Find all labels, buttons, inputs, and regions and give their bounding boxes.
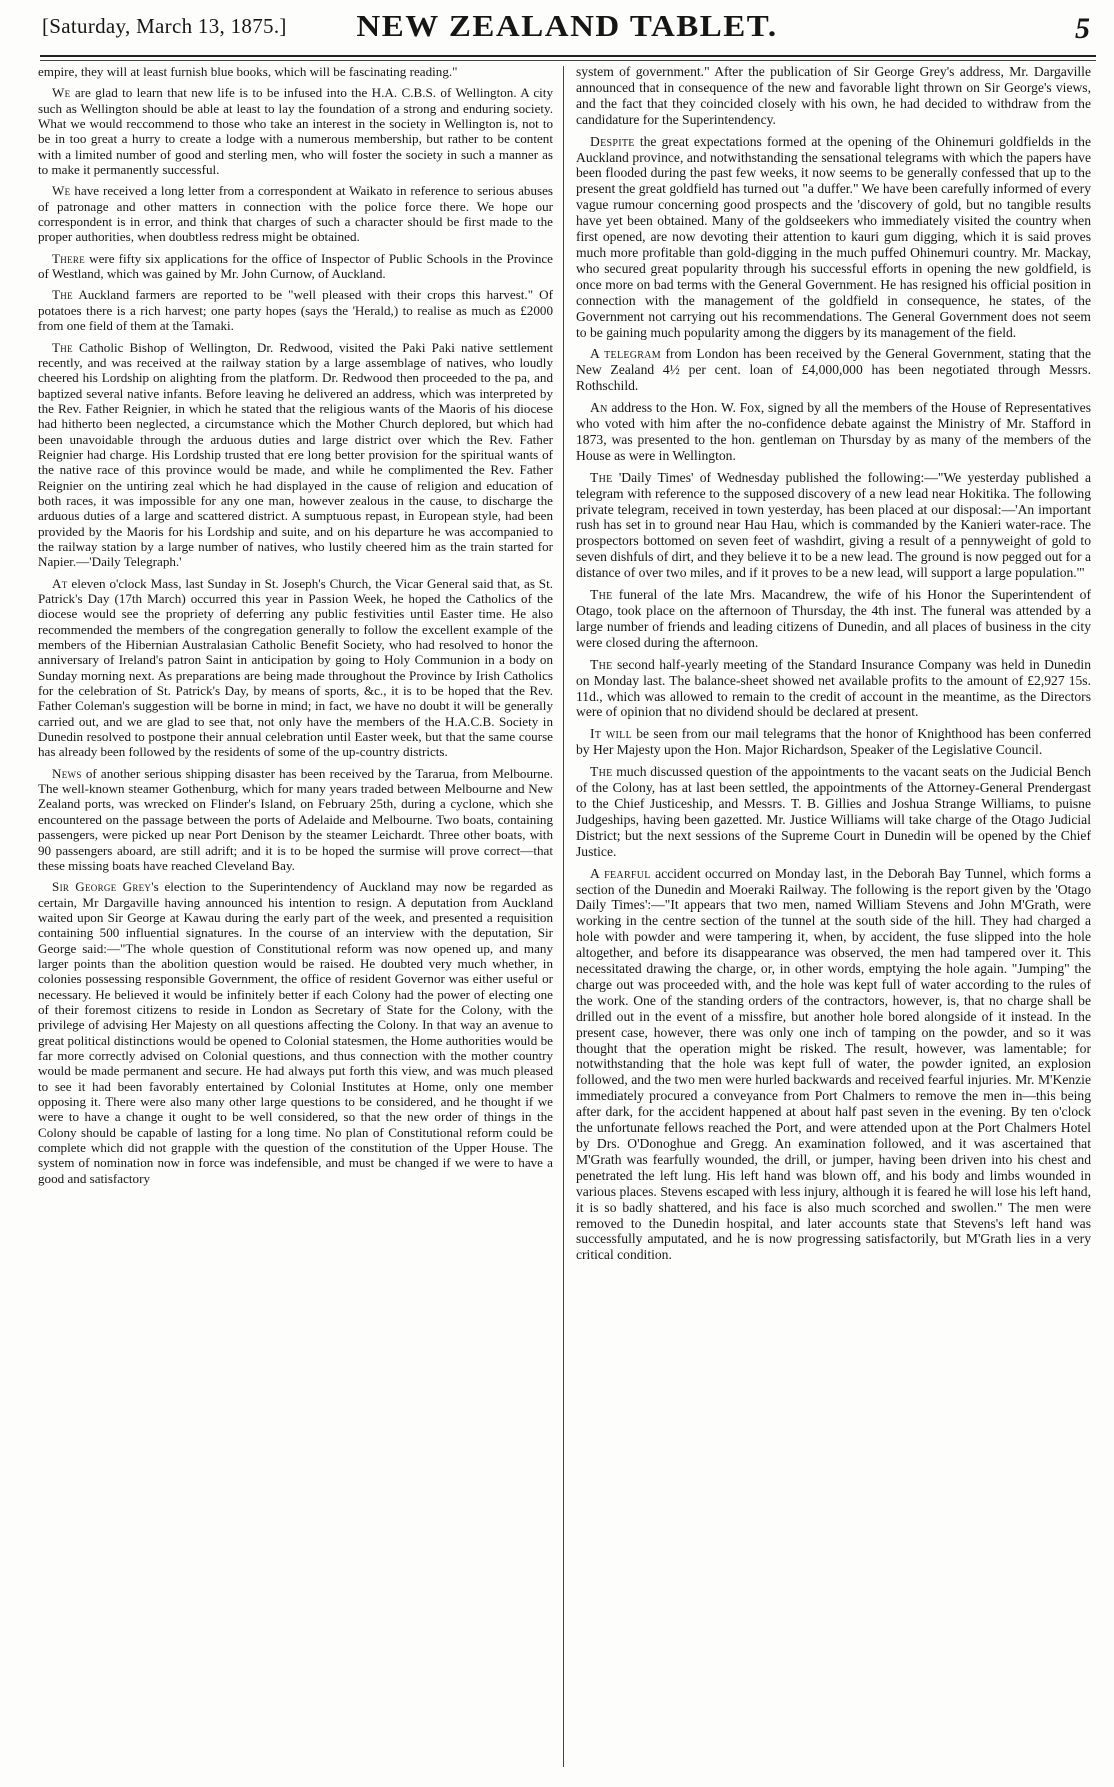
paragraph-lead-word: The bbox=[590, 656, 613, 672]
news-paragraph bbox=[576, 134, 1091, 341]
paragraph-lead-word: Sir George Grey bbox=[52, 879, 152, 895]
paragraph-text: funeral of the late Mrs. Macandrew, the wife of his Honor the Superintendent of Otago, took place on the afternoon of Thursday, the 4th inst. The funeral was attended by a large number of friends and leading citizens of Dunedin, and all places of business in the city were closed during the afternoon. bbox=[576, 587, 1091, 650]
paragraph-text: are glad to learn that new life is to be infused into the H.A. C.B.S. of Wellington. A city such as Wellington should be able at least to lay the foundation of a strong and enduring society. What we would reccommend to those who take an interest in the society in Wellington is, not to be in too great a hurry to create a lodge with a numerous membership, but rather to be content with a limited number of good and sterling men, who will foster the society in such a manner as to make it permanently successful. bbox=[38, 85, 553, 178]
paragraph-lead-word: We bbox=[52, 85, 71, 101]
paragraph-lead-word: An bbox=[590, 400, 608, 416]
news-paragraph bbox=[576, 764, 1091, 859]
news-paragraph bbox=[576, 400, 1091, 464]
issue-date: [Saturday, March 13, 1875.] bbox=[42, 14, 287, 38]
paragraph-text: system of government." After the publication of Sir George Grey's address, Mr. Dargaville announced that in consequence of the new and favorable light thrown on Sir George's views, and the fact that they coincided closely with his own, he had decided to withdraw from the candidature for the Superintendency. bbox=[576, 64, 1091, 127]
right-column bbox=[564, 64, 1091, 1767]
left-column bbox=[38, 64, 563, 1767]
news-paragraph bbox=[38, 64, 553, 79]
paragraph-text: 'Daily Times' of Wednesday published the following:—"We yesterday published a telegram with reference to the supposed discovery of a new lead near Hokitika. The following private telegram, received in town yesterday, has been placed at our disposal:—'An important rush has set in to ground near Hau Hau, which is commanded by the Kanieri water-race. The prospectors bottomed on seven feet of washdirt, giving a result of a pennyweight of gold to seven dishfuls of dirt, and they believe it to be a new lead. The ground is now pegged out for a distance of over two miles, and if it proves to be a new lead, will support a large population.'" bbox=[576, 469, 1091, 581]
paragraph-lead-word: A telegram bbox=[590, 346, 661, 362]
paragraph-lead-word: The bbox=[590, 469, 613, 485]
news-paragraph bbox=[576, 346, 1091, 394]
paragraph-text: be seen from our mail telegrams that the honor of Knighthood has been conferred by Her Majesty upon the Hon. Major Richardson, Speaker of the Legislative Council. bbox=[576, 726, 1091, 758]
paragraph-lead-word: The bbox=[52, 287, 73, 303]
newspaper-title: NEW ZEALAND TABLET. bbox=[356, 10, 778, 44]
paragraph-lead-word: At bbox=[52, 575, 68, 591]
news-paragraph bbox=[38, 287, 553, 333]
paragraph-lead-word: The bbox=[590, 587, 613, 603]
paragraph-text: were fifty six applications for the office of Inspector of Public Schools in the Province of Westland, which was gained by Mr. John Curnow, of Auckland. bbox=[38, 250, 553, 282]
paragraph-text: the great expectations formed at the opening of the Ohinemuri goldfields in the Auckland province, and notwithstanding the sensational telegrams with which the papers have been flooded during the past few weeks, it now seems to be generally confessed that up to the present the great goldfield has turned out "a duffer." We have been carefully informed of every vague rumour concerning good prospects and the 'discovery of gold, but no tangible results have yet been obtained. Many of the goldseekers who immediately visited the country when first opened, are now devoting their attention to kauri gum digging, which it is said proves much more profitable than gold-digging in the much puffed Ohinemuri country. Mr. Mackay, who secured great popularity through his successful efforts in opening the new goldfield, is once more on bad terms with the General Government. He has resigned his official position in connection with the management of the goldfield in consequence, he states, of the Government not carrying out his recommendations. The General Government does not seem to be gaining much popularity among the diggers by its management of the field. bbox=[576, 133, 1091, 340]
paragraph-lead-word: News bbox=[52, 765, 82, 781]
news-paragraph bbox=[38, 340, 553, 570]
news-paragraph bbox=[38, 879, 553, 1186]
masthead bbox=[38, 0, 1096, 62]
paragraph-lead-word: The bbox=[52, 339, 73, 355]
paragraph-lead-word: There bbox=[52, 250, 85, 266]
news-paragraph bbox=[38, 766, 553, 873]
paragraph-text: second half-yearly meeting of the Standard Insurance Company was held in Dunedin on Monday last. The balance-sheet showed net available profits to the amount of £2,927 15s. 11d., which was allowed to remain to the credit of account in the meantime, as the Directors were of opinion that no dividend should be declared at present. bbox=[576, 656, 1091, 720]
paragraph-lead-word: The bbox=[590, 764, 613, 780]
masthead-rule-thin bbox=[40, 60, 1096, 61]
article-columns bbox=[38, 64, 1096, 1767]
paragraph-text: Auckland farmers are reported to be "well pleased with their crops this harvest." Of potatoes there is a rich harvest; one party hopes (says the 'Herald,) to realise as much as £2000 from one field of them at the Tamaki. bbox=[38, 287, 553, 334]
paragraph-lead-word: Despite bbox=[590, 133, 635, 149]
news-paragraph bbox=[576, 657, 1091, 721]
news-paragraph bbox=[38, 85, 553, 177]
news-paragraph bbox=[38, 251, 553, 282]
news-paragraph bbox=[576, 726, 1091, 758]
paragraph-text: accident occurred on Monday last, in the Deborah Bay Tunnel, which forms a section of the Dunedin and Moeraki Railway. The following is the report given by the 'Otago Daily Times':—"It appears that two men, named William Stevens and John M'Grath, were working in the centre section of the tunnel at the south side of the hill. They had charged a hole with powder and were tampering it, when, by accident, the fuse slipped into the hole altogether, and before its disappearance was observed, the men had tampered over it. This necessitated drawing the charge, or, in other words, emptying the hole again. "Jumping" the charge out was proceeded with, and the hole was kept full of water according to the rules of the work. One of the standing orders of the contractors, however, is, that no charge shall be drilled out in the event of a missfire, but another hole bored alongside of it instead. In the present case, however, there was only one inch of tamping on the powder, and so it was thought that the operation might be risked. The result, however, was lamentable; for notwithstanding that the hole was kept full of water, the powder ignited, an explosion followed, and the two men were hurled backwards and received fearful injuries. Mr. M'Kenzie immediately procured a conveyance from Port Chalmers to remove the men in—this being after dark, for the accident happened at about half past seven in the evening. By ten o'clock the unfortunate fellows reached the Port, and were attended upon at the Port Chalmers Hotel by Drs. O'Donoghue and Gregg. An examination followed, and it was ascertained that M'Grath was fearfully wounded, the drill, or jumper, having been driven into his chest and penetrated the left lung. His left hand was blown off, and his body and limbs wounded in various places. Stevens escaped with less injury, although it is feared he will lose his left hand, it is so badly shattered, and his face is also much scorched and swollen." The men were removed to the Dunedin hospital, and later accounts state that Stevens's left hand was successfully amputated, and he is now progressing satisfactorily, but M'Grath lies in a very critical condition. bbox=[576, 865, 1091, 1263]
paragraph-text: much discussed question of the appointments to the vacant seats on the Judicial Bench of the Colony, has at last been settled, the appointments of the Attorney-General Prendergast to the Chief Justiceship, and Messrs. T. B. Gillies and Joshua Strange Williams, to puisne Judgeships, having been gazetted. Mr. Justice Williams will take charge of the Otago Judicial District; but the next sessions of the Supreme Court in Dunedin will be opened by the Chief Justice. bbox=[576, 764, 1091, 859]
paragraph-lead-word: We bbox=[52, 183, 71, 199]
news-paragraph bbox=[576, 866, 1091, 1264]
news-paragraph bbox=[38, 183, 553, 244]
masthead-rule-thick bbox=[40, 55, 1096, 57]
news-paragraph bbox=[576, 64, 1091, 128]
news-paragraph bbox=[38, 576, 553, 760]
paragraph-text: from London has been received by the General Government, stating that the New Zealand 4½ per cent. loan of £4,000,000 has been negotiated through Messrs. Rothschild. bbox=[576, 346, 1091, 394]
paragraph-text: address to the Hon. W. Fox, signed by all the members of the House of Representatives who voted with him after the no-confidence debate against the Ministry of Mr. Stafford in 1873, was presented to the hon. gentleman on Thursday by as many of the members of the House as were in Wellington. bbox=[576, 400, 1091, 463]
paragraph-text: of another serious shipping disaster has been received by the Tararua, from Melbourne. The well-known steamer Gothenburg, which for many years traded between Melbourne and New Zealand ports, was wrecked on Flinder's Island, on February 25th, during a cyclone, which she encountered on the passage between the ports of Adelaide and Melbourne. Two boats, containing passengers, were picked up near Port Denison by the steamer Leichardt. Three other boats, with 90 passengers aboard, are still adrift; and it is to be hoped the surmise will prove correct—that these missing boats have reached Cleveland Bay. bbox=[38, 765, 553, 873]
paragraph-lead-word: It will bbox=[590, 726, 632, 742]
news-paragraph bbox=[576, 587, 1091, 651]
paragraph-text: 's election to the Superintendency of Auckland may now be regarded as certain, Mr Dargaville having announced his intention to resign. A deputation from Auckland waited upon Sir George at Kawau during the early part of the week, and presented a requisition containing 500 influential signatures. In the course of an interview with the deputation, Sir George said:—"The whole question of Constitutional reform was now opened up, and many larger points than the abolition question would be raised. He doubted very much whether, in colonies possessing responsible Government, the office of resident Governor was either useful or necessary. He believed it would be infinitely better if each Colony had the power of electing one of their foremost citizens to reside in London as Secretary of State for the Colony, with the privilege of advising Her Majesty on all questions affecting the Colony. In that way an avenue to great political distinctions would be opened to Colonial statesmen, the Home authorities would be far more correctly advised on Colonial questions, and thus connection with the mother country would be made permanent and secure. He had always put forth this view, and was much pleased to see it had been favorably entertained by Colonial Institutes at Home, only one member opposing it. There were also many other large questions to be considered, and he thought if we were to have a change it ought to be well considered, so that the new order of things in the Colony should be capable of lasting for a long time. No plan of Constitutional reform could be complete which did not grapple with the question of the constitution of the Upper House. The system of nomination now in force was indefensible, and must be changed if we were to have a good and satisfactory bbox=[38, 879, 553, 1186]
page-number: 5 bbox=[1075, 12, 1090, 45]
paragraph-text: empire, they will at least furnish blue books, which will be fascinating reading." bbox=[38, 64, 458, 79]
paragraph-text: Catholic Bishop of Wellington, Dr. Redwood, visited the Paki Paki native settlement recently, and was received at the railway station by a large assemblage of natives, who loudly cheered his Lordship on alighting from the platform. Dr. Redwood then proceeded to the pa, and baptized several native infants. Before leaving he delivered an address, which was interpreted by the Rev. Father Reignier, in which he stated that the religious wants of the Maoris of his diocese had hitherto been neglected, a circumstance which the Mother Church deplored, but which had been unavoidable through the arduous duties and large district over which the Rev. Father Reignier had charge. His Lordship trusted that ere long better provision for the spiritual wants of the native race of this province would be made, and while he complimented the Rev. Father Reignier on the untiring zeal which he had displayed in the cause of religion and education of both races, it was impossible for any one man, however zealous in the cause, to discharge the arduous duties of a large and scattered district. A sumptuous repast, in European style, had been provided by the Maoris for his Lordship and suite, and on his departure he was accompanied to the railway station by a large number of natives, who lustily cheered him as the train started for Napier.—'Daily Telegraph.' bbox=[38, 339, 553, 570]
news-paragraph bbox=[576, 470, 1091, 581]
paragraph-lead-word: A fearful bbox=[590, 865, 651, 881]
paragraph-text: eleven o'clock Mass, last Sunday in St. Joseph's Church, the Vicar General said that, as St. Patrick's Day (17th March) occurred this year in Passion Week, he hoped the Catholics of the diocese would see the propriety of deferring any public festivities until Easter time. He also recommended the members of the congregation generally to follow the excellent example of the members of the Hibernian Australasian Catholic Benefit Society, who had resolved to honor the anniversary of Ireland's patron Saint in anticipation by going to Holy Communion in a body on Sunday morning next. As preparations are being made throughout the Province by Irish Catholics for the celebration of St. Patrick's Day, by means of sports, &c., it is to be hoped that the Rev. Father Coleman's suggestion will be borne in mind; in fact, we have no doubt it will be generally carried out, and we are glad to see that, not only have the members of the H.A.C.B. Society in Dunedin resolved to postpone their annual celebration until Easter week, but that the same course has already been followed by the residents of some of the up-country districts. bbox=[38, 575, 553, 760]
paragraph-text: have received a long letter from a correspondent at Waikato in reference to serious abuses of patronage and other matters in connection with the police force there. We hope our correspondent is in error, and think that charges of such a character should be first made to the proper authorities, when doubtless redress might be obtained. bbox=[38, 183, 553, 245]
